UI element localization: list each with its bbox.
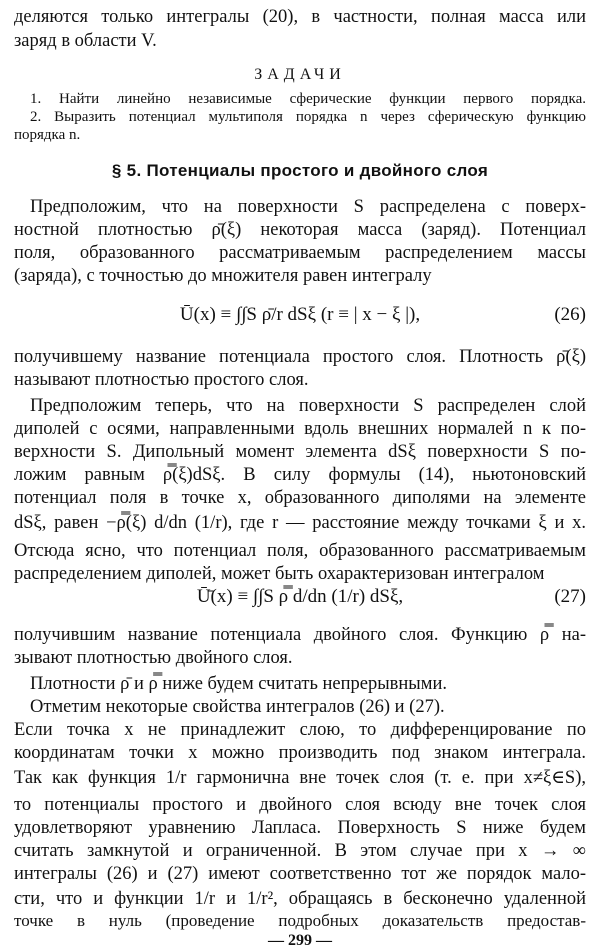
text-line: потенциал поля в точке x, образованного диполями на элементе (14, 488, 586, 508)
tasks-heading: ЗАДАЧИ (254, 66, 346, 83)
equation-body: Ū(x) ≡ ∫∫S ρ̄/r dSξ (r ≡ | x − ξ |), (179, 304, 421, 325)
equation-26 (14, 286, 586, 346)
text-line: Предположим, что на поверхности S распределена с поверх- (30, 197, 586, 217)
text-line: распределением диполей, может быть охарактеризован интегралом (14, 564, 545, 584)
equation-27 (14, 568, 586, 628)
text-line: ложим равным ρ̿(ξ)dSξ. В силу формулы (14), ньютоновский (14, 465, 586, 485)
equation-number: (26) (554, 304, 586, 325)
text-line: точке в нуль (проведение подробных доказательств предостав- (14, 911, 586, 930)
text-line: верхности S. Дипольный момент элемента dSξ поверхности S по- (14, 442, 586, 462)
text-line: получившему название потенциала простого слоя. Плотность ρ̄(ξ) (14, 347, 586, 367)
text-line: диполей с осями, направленными вдоль внешних нормалей n к по- (14, 419, 586, 439)
text-line: Отсюда ясно, что потенциал поля, образованного рассматриваемым (14, 541, 586, 561)
page-number: — 299 — (268, 932, 332, 949)
section-heading: § 5. Потенциалы простого и двойного слоя (111, 161, 489, 180)
text-line: поля, образованного рассматриваемым распределением массы (14, 243, 586, 263)
text-line: зывают плотностью двойного слоя. (14, 648, 293, 668)
text-line: сти, что и функции 1/r и 1/r², обращаясь в бесконечно удаленной (14, 889, 586, 909)
text-line: Предположим теперь, что на поверхности S распределен слой (30, 396, 586, 416)
text-line: заряд в области V. (14, 31, 157, 51)
text-line: деляются только интегралы (20), в частности, полная масса или (14, 7, 586, 27)
text-line: координатам точки x можно производить под знаком интеграла. (14, 743, 586, 763)
text-line: то потенциалы простого и двойного слоя всюду вне точек слоя (14, 795, 586, 815)
text-line: Если точка x не принадлежит слою, то дифференцирование по (14, 720, 586, 740)
text-line: dSξ, равен −ρ̿(ξ) d/dn (1/r), где r — расстояние между точками ξ и x. (14, 513, 586, 533)
task-item: 2. Выразить потенциал мультиполя порядка n через сферическую функцию (30, 109, 586, 125)
text-line: Плотности ρ̄ и ρ̿ ниже будем считать непрерывными. (30, 674, 447, 694)
text-line: удовлетворяют уравнению Лапласа. Поверхность S ниже будем (14, 818, 586, 838)
text-line: Отметим некоторые свойства интегралов (26) и (27). (30, 697, 445, 717)
task-item: порядка n. (14, 127, 81, 143)
text-line: считать замкнутой и ограниченной. В этом случае при x → ∞ (14, 841, 586, 861)
text-line: Так как функция 1/r гармонична вне точек слоя (т. е. при x≠ξ∈S), (14, 768, 586, 788)
text-line: называют плотностью простого слоя. (14, 370, 309, 390)
equation-number: (27) (554, 586, 586, 607)
equation-body: Ū̄(x) ≡ ∫∫S ρ̿ d/dn (1/r) dSξ, (196, 586, 404, 607)
text-line: (заряда), с точностью до множителя равен интегралу (14, 266, 432, 286)
text-line: ностной плотностью ρ̄(ξ) некоторая масса (заряд). Потенциал (14, 220, 586, 240)
task-item: 1. Найти линейно независимые сферические функции первого порядка. (30, 91, 586, 107)
text-line: получившим название потенциала двойного слоя. Функцию ρ̿ на- (14, 625, 586, 645)
text-line: интегралы (26) и (27) имеют соответственно тот же порядок мало- (14, 864, 586, 884)
